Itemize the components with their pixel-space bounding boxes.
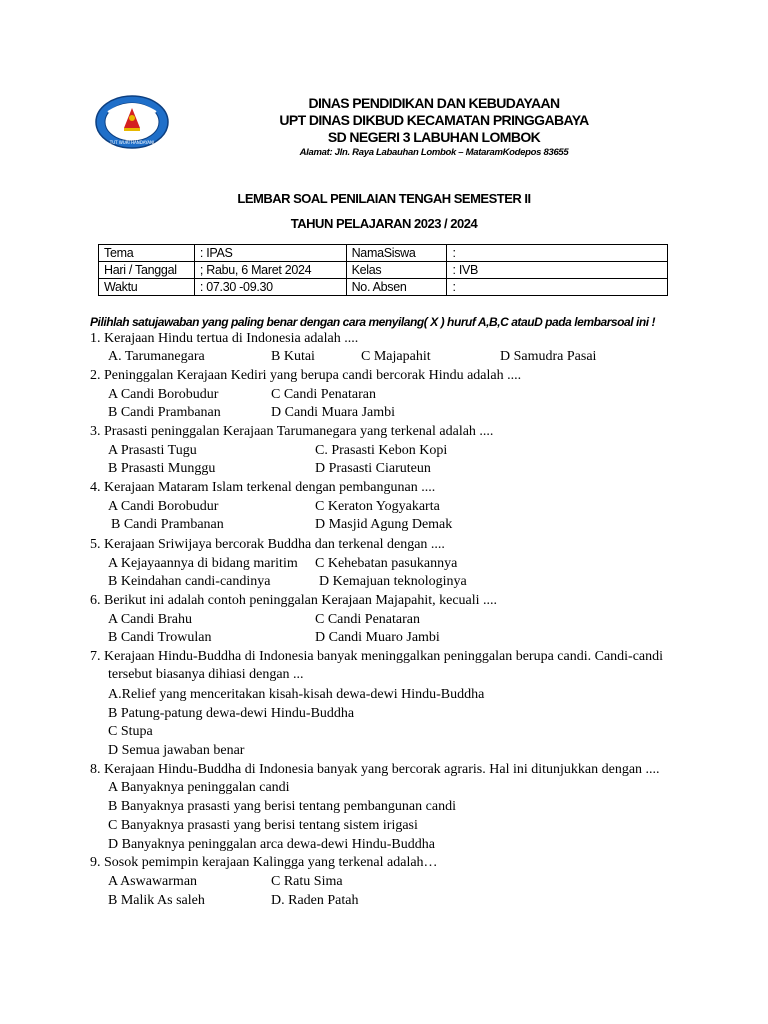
q8-option-a: A Banyaknya peninggalan candi	[108, 780, 290, 795]
value-nama: :	[447, 245, 668, 262]
table-row	[99, 245, 668, 262]
question-3: 3. Prasasti peninggalan Kerajaan Tarumanegara yang terkenal adalah ....	[90, 424, 494, 439]
q3-option-a: A Prasasti Tugu	[108, 443, 197, 458]
table-row	[99, 279, 668, 296]
q2-option-d: D Candi Muara Jambi	[271, 405, 396, 420]
q5-option-d: D Kemajuan teknologinya	[319, 574, 467, 589]
q7-option-b: B Patung-patung dewa-dewi Hindu-Buddha	[108, 706, 355, 721]
value-tema: : IPAS	[194, 245, 346, 262]
student-info-table	[98, 244, 668, 296]
q6-option-d: D Candi Muaro Jambi	[315, 630, 440, 645]
q5-option-a: A Kejayaannya di bidang maritim	[108, 556, 298, 571]
q6-option-c: C Candi Penataran	[315, 612, 420, 627]
label-nama: NamaSiswa	[346, 245, 447, 262]
value-waktu: : 07.30 -09.30	[194, 279, 346, 296]
question-4: 4. Kerajaan Mataram Islam terkenal dengan pembangunan ....	[90, 480, 436, 495]
q1-option-c: C Majapahit	[361, 349, 431, 364]
q4-option-b: B Candi Prambanan	[111, 517, 224, 532]
svg-text:TUT WURI HANDAYANI: TUT WURI HANDAYANI	[109, 140, 155, 145]
q2-option-c: C Candi Penataran	[271, 387, 376, 402]
q7-option-d: D Semua jawaban benar	[108, 743, 245, 758]
q9-option-c: C Ratu Sima	[271, 874, 343, 889]
instruction: Pilihlah satujawaban yang paling benar dengan cara menyilang( X ) huruf A,B,C atauD pada lembarsoal ini !	[90, 315, 656, 329]
header-agency: DINAS PENDIDIKAN DAN KEBUDAYAAN	[308, 95, 560, 111]
label-waktu: Waktu	[99, 279, 195, 296]
q7-option-a: A.Relief yang menceritakan kisah-kisah dewa-dewi Hindu-Buddha	[108, 687, 485, 702]
q1-option-b: B Kutai	[271, 349, 315, 364]
q9-option-d: D. Raden Patah	[271, 893, 359, 908]
q4-option-c: C Keraton Yogyakarta	[315, 499, 440, 514]
q3-option-b: B Prasasti Munggu	[108, 461, 216, 476]
value-kelas: : IVB	[447, 262, 668, 279]
q4-option-a: A Candi Borobudur	[108, 499, 219, 514]
q6-option-a: A Candi Brahu	[108, 612, 192, 627]
table-row	[99, 262, 668, 279]
q6-option-b: B Candi Trowulan	[108, 630, 212, 645]
q8-option-c: C Banyaknya prasasti yang berisi tentang sistem irigasi	[108, 818, 418, 833]
question-5: 5. Kerajaan Sriwijaya bercorak Buddha dan terkenal dengan ....	[90, 537, 445, 552]
label-hari: Hari / Tanggal	[99, 262, 195, 279]
q5-option-c: C Kehebatan pasukannya	[315, 556, 458, 571]
academic-year: TAHUN PELAJARAN 2023 / 2024	[290, 216, 478, 231]
q2-option-b: B Candi Prambanan	[108, 405, 221, 420]
q3-option-c: C. Prasasti Kebon Kopi	[315, 443, 448, 458]
header-unit: UPT DINAS DIKBUD KECAMATAN PRINGGABAYA	[279, 112, 589, 128]
q1-option-d: D Samudra Pasai	[500, 349, 597, 364]
q1-option-a: A. Tarumanegara	[108, 349, 205, 364]
q3-option-d: D Prasasti Ciaruteun	[315, 461, 431, 476]
question-2: 2. Peninggalan Kerajaan Kediri yang berupa candi bercorak Hindu adalah ....	[90, 368, 522, 383]
q4-option-d: D Masjid Agung Demak	[315, 517, 453, 532]
header-school: SD NEGERI 3 LABUHAN LOMBOK	[327, 129, 541, 145]
value-hari: ; Rabu, 6 Maret 2024	[194, 262, 346, 279]
label-tema: Tema	[99, 245, 195, 262]
question-7: 7. Kerajaan Hindu-Buddha di Indonesia banyak meninggalkan peninggalan berupa candi. Candi-candi	[90, 649, 664, 664]
question-8: 8. Kerajaan Hindu-Buddha di Indonesia banyak yang bercorak agraris. Hal ini ditunjukkan dengan ....	[90, 762, 660, 777]
header-address: Alamat: Jln. Raya Labauhan Lombok – MataramKodepos 83655	[299, 147, 569, 158]
q5-option-b: B Keindahan candi-candinya	[108, 574, 271, 589]
label-absen: No. Absen	[346, 279, 447, 296]
q7-option-c: C Stupa	[108, 724, 153, 739]
exam-title: LEMBAR SOAL PENILAIAN TENGAH SEMESTER II	[237, 191, 531, 206]
q2-option-a: A Candi Borobudur	[108, 387, 219, 402]
q8-option-d: D Banyaknya peninggalan arca dewa-dewi Hindu-Buddha	[108, 837, 435, 852]
q9-option-b: B Malik As saleh	[108, 893, 205, 908]
question-6: 6. Berikut ini adalah contoh peninggalan Kerajaan Majapahit, kecuali ....	[90, 593, 498, 608]
question-9: 9. Sosok pemimpin kerajaan Kalingga yang terkenal adalah…	[90, 855, 438, 870]
label-kelas: Kelas	[346, 262, 447, 279]
question-1: 1. Kerajaan Hindu tertua di Indonesia adalah ....	[90, 331, 359, 346]
value-absen: :	[447, 279, 668, 296]
q9-option-a: A Aswawarman	[108, 874, 198, 889]
question-7-cont: tersebut biasanya dihiasi dengan ...	[108, 667, 304, 682]
q8-option-b: B Banyaknya prasasti yang berisi tentang pembangunan candi	[108, 799, 456, 814]
